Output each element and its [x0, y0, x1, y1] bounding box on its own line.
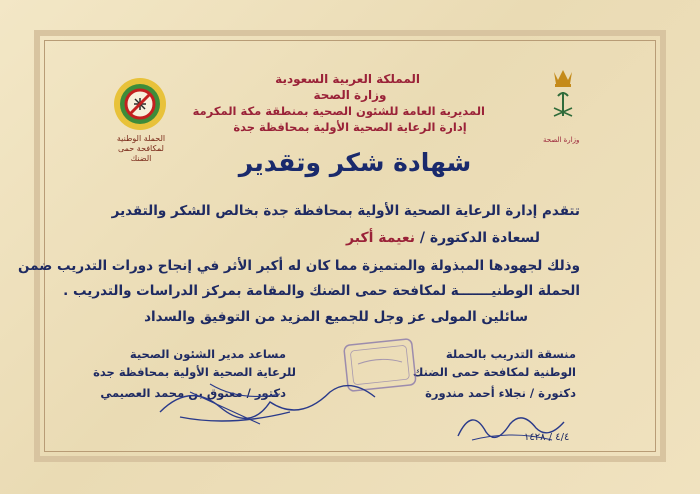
campaign-caption-line2: لمكافحة حمى الضنك — [118, 144, 164, 163]
right-signatory-name: دكتورة / نجلاء أحمد مندورة — [425, 386, 576, 400]
left-signatory-name: دكتور / معتوق بن محمد العصيمي — [100, 386, 286, 400]
campaign-caption-line1: الحملة الوطنية — [116, 134, 166, 143]
header-ministry: وزارة الصحة — [313, 88, 387, 102]
campaign-logo-caption — [108, 134, 174, 164]
ministry-logo-caption: وزارة الصحة — [543, 136, 580, 144]
left-signatory-title-1: مساعد مدير الشئون الصحية — [129, 347, 286, 361]
body-line-3: وذلك لجهودها المبذولة والمتميزة مما كان له أكبر الأثر في إنجاح دورات التدريب ضمن — [18, 258, 580, 274]
left-signatory-title-2: للرعاية الصحية الأولية بمحافظة جدة — [93, 365, 296, 379]
header-directorate: المديرية العامة للشئون الصحية بمنطقة مكة المكرمة — [192, 104, 485, 118]
right-signatory-title-2: الوطنية لمكافحة حمى الضنك — [412, 365, 576, 379]
recipient-name: نعيمة أكبر — [346, 230, 416, 246]
body-line-2 — [346, 230, 540, 246]
body-line-1: تتقدم إدارة الرعاية الصحية الأولية بمحافظة جدة بخالص الشكر والتقدير — [111, 203, 580, 219]
body-line-4: الحملة الوطنيـــــــة لمكافحة حمى الضنك والمقامة بمركز الدراسات والتدريب . — [63, 283, 580, 299]
recipient-prefix: لسعادة الدكتورة / — [415, 230, 540, 246]
ministry-of-health-logo — [540, 66, 586, 136]
header-department: إدارة الرعاية الصحية الأولية بمحافظة جدة — [233, 120, 467, 134]
dengue-campaign-logo — [112, 76, 168, 132]
body-line-5: سائلين المولى عز وجل للجميع المزيد من التوفيق والسداد — [144, 309, 528, 325]
header-kingdom: المملكة العربية السعودية — [275, 72, 420, 86]
left-signature — [150, 372, 390, 432]
right-signatory-title-1: منسقة التدريب بالحملة — [445, 347, 576, 361]
handwritten-date: ٤/٤ / ١٤٢٨ — [524, 432, 570, 443]
certificate-title: شهادة شكر وتقدير — [238, 148, 472, 177]
